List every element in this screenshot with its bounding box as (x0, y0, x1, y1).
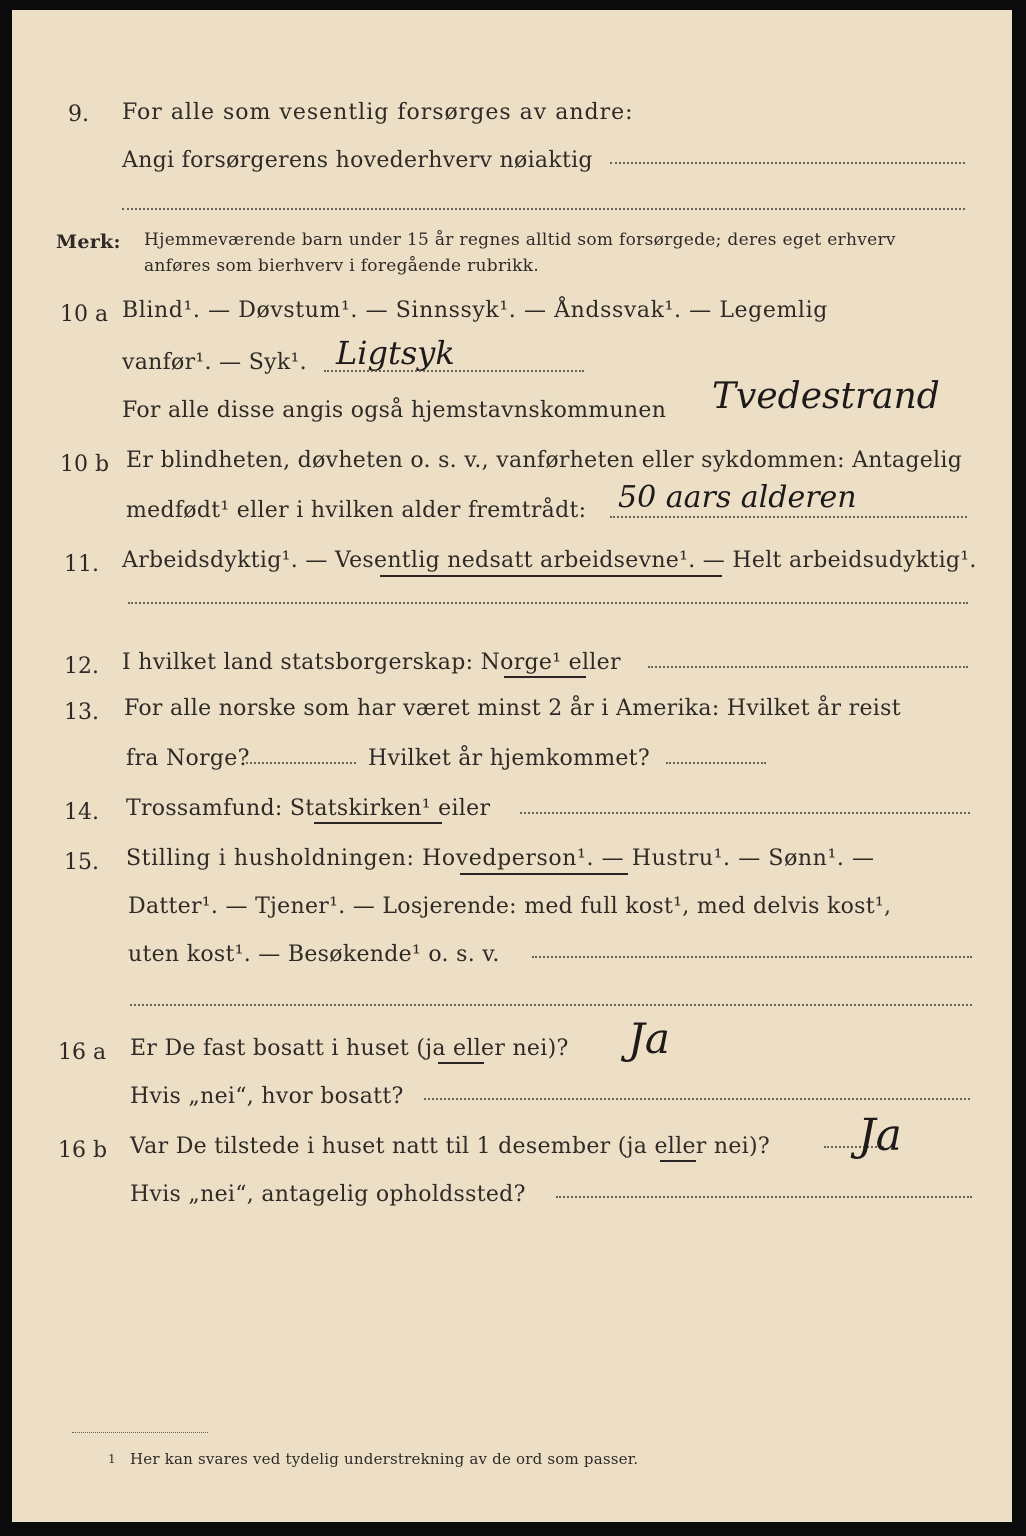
question-11-number: 11. (64, 552, 99, 577)
question-15-line1: Stilling i husholdningen: Hovedperson¹. — Hustru¹. — Sønn¹. — (126, 846, 875, 871)
question-14-text: Trossamfund: Statskirken¹ eiler (126, 796, 491, 821)
question-9-line1: For alle som vesentlig forsørges av andre: (122, 100, 634, 125)
question-15-line3: uten kost¹. — Besøkende¹ o. s. v. (128, 942, 500, 967)
question-16b-number: 16 b (58, 1138, 108, 1163)
question-13-line2b: Hvilket år hjemkommet? (368, 746, 650, 771)
footnote-text: Her kan svares ved tydelig understrekning av de ord som passer. (130, 1450, 639, 1468)
question-10a-number: 10 a (60, 302, 109, 327)
question-11-text: Arbeidsdyktig¹. — Vesentlig nedsatt arbeidsevne¹. — Helt arbeidsudyktig¹. (122, 548, 977, 573)
question-15-number: 15. (64, 850, 99, 875)
handwritten-answer-syk: Ligtsyk (336, 334, 455, 372)
question-15-line2: Datter¹. — Tjener¹. — Losjerende: med full kost¹, med delvis kost¹, (128, 894, 892, 919)
answer-line-alder[interactable] (610, 516, 967, 518)
question-12-number: 12. (64, 654, 99, 679)
handwritten-underline-14 (314, 822, 442, 824)
handwritten-underline-16b (660, 1160, 696, 1162)
answer-line-syk[interactable] (324, 370, 584, 372)
handwritten-answer-alder: 50 aars alderen (618, 480, 857, 515)
question-16b-line2: Hvis „nei“, antagelig opholdssted? (130, 1182, 526, 1207)
question-10b-line2: medfødt¹ eller i hvilken alder fremtrådt: (126, 498, 587, 523)
handwritten-answer-16a: Ja (628, 1014, 670, 1063)
question-10a-line3: For alle disse angis også hjemstavnskommunen (122, 398, 667, 423)
question-14-number: 14. (64, 800, 99, 825)
handwritten-answer-kommune: Tvedestrand (712, 376, 940, 417)
question-9-number: 9. (68, 102, 89, 127)
handwritten-underline-15 (460, 873, 628, 875)
answer-line-9[interactable] (610, 162, 965, 164)
answer-line-16a[interactable] (424, 1098, 970, 1100)
question-13-line1: For alle norske som har været minst 2 år i Amerika: Hvilket år reist (124, 696, 901, 721)
question-10a-line1: Blind¹. — Døvstum¹. — Sinnssyk¹. — Åndssvak¹. — Legemlig (122, 298, 828, 323)
merk-line2: anføres som bierhverv i foregående rubrikk. (144, 256, 540, 276)
census-form-page (12, 10, 1012, 1522)
question-10b-number: 10 b (60, 452, 110, 477)
answer-line-9b[interactable] (122, 208, 965, 210)
merk-line1: Hjemmeværende barn under 15 år regnes alltid som forsørgede; deres eget erhverv (144, 230, 896, 250)
answer-line-hjemkommet[interactable] (666, 762, 766, 764)
question-10b-line1: Er blindheten, døvheten o. s. v., vanførheten eller sykdommen: Antagelig (126, 448, 963, 473)
question-16a-line1: Er De fast bosatt i huset (ja eller nei)? (130, 1036, 569, 1061)
answer-line-15b[interactable] (130, 1004, 972, 1006)
footnote-rule (72, 1432, 208, 1433)
question-10a-line2: vanfør¹. — Syk¹. (122, 350, 307, 375)
handwritten-underline-16a (438, 1062, 484, 1064)
question-13-line2a: fra Norge? (126, 746, 250, 771)
question-16a-line2: Hvis „nei“, hvor bosatt? (130, 1084, 404, 1109)
question-12-text: I hvilket land statsborgerskap: Norge¹ eller (122, 650, 621, 675)
answer-line-reist[interactable] (246, 762, 356, 764)
footnote-mark: 1 (108, 1452, 116, 1466)
handwritten-answer-16b: Ja (858, 1110, 902, 1161)
answer-line-11[interactable] (128, 602, 968, 604)
handwritten-underline-12 (504, 676, 586, 678)
question-13-number: 13. (64, 700, 99, 725)
merk-label: Merk: (56, 231, 121, 253)
answer-line-12[interactable] (648, 666, 968, 668)
question-16b-line1: Var De tilstede i huset natt til 1 desember (ja eller nei)? (130, 1134, 770, 1159)
handwritten-underline-11 (380, 575, 722, 577)
answer-line-16b[interactable] (556, 1196, 972, 1198)
question-9-line2: Angi forsørgerens hovederhverv nøiaktig (122, 148, 593, 173)
answer-line-14[interactable] (520, 812, 970, 814)
answer-line-15[interactable] (532, 956, 972, 958)
question-16a-number: 16 a (58, 1040, 107, 1065)
